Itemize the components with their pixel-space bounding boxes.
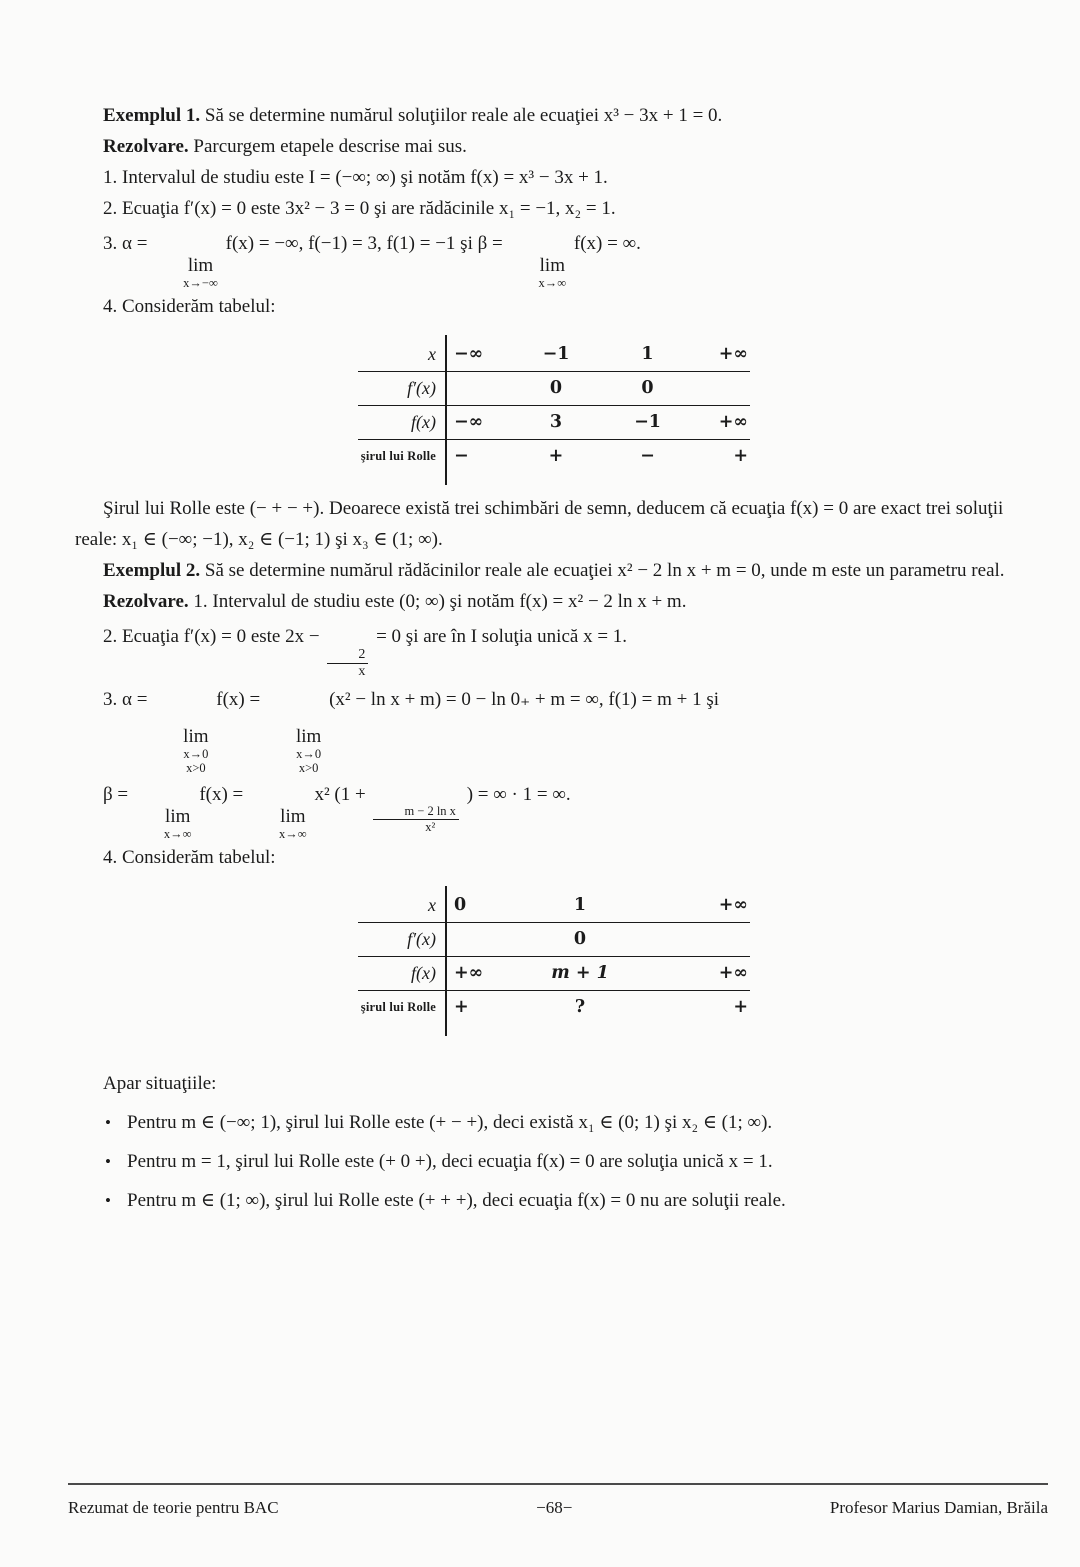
table-cell: 1	[573, 895, 587, 916]
row-label: x	[428, 895, 436, 916]
step-text: (x² − ln x + m) = 0 − ln 0₊ + m = ∞, f(1) = m + 1 şi	[329, 688, 720, 710]
fraction-numerator: m − 2 ln x	[373, 805, 459, 820]
lim-subscript: x→0	[183, 746, 209, 761]
table-row-x	[358, 889, 750, 923]
table-cell: 0	[454, 895, 467, 916]
table-cell: 0	[549, 378, 563, 399]
example2-heading-text: Să se determine numărul rădăcinilor reale ale ecuaţiei x² − 2 ln x + m = 0, unde m este un parametru real.	[204, 560, 1005, 582]
table-row-rolle	[358, 440, 750, 473]
example1-rezolvare-text: Parcurgem etapele descrise mai sus.	[193, 136, 467, 157]
lim-subscript: x→−∞	[183, 275, 218, 290]
lim-subscript: x→∞	[279, 826, 307, 841]
example1-heading	[75, 100, 1010, 131]
table-row-x	[358, 338, 750, 372]
table-row-f	[358, 406, 750, 440]
example2-rezolvare	[75, 586, 1010, 617]
footer-right-text: Profesor Marius Damian, Brăila	[829, 1498, 1048, 1517]
table-cell: −1	[542, 344, 570, 365]
example1-step-2: 2. Ecuaţia f′(x) = 0 este 3x² − 3 = 0 şi are rădăcinile x₁ = −1, x₂ = 1.	[103, 198, 616, 219]
row-label: f(x)	[411, 412, 436, 433]
limit-expression	[510, 256, 566, 290]
bullet-icon: •	[105, 1113, 111, 1133]
table-cell: +	[454, 997, 469, 1018]
rolle-table-2	[358, 889, 750, 1024]
step-text: 2. Ecuaţia f′(x) = 0 este 2x −	[103, 626, 320, 648]
limit-expression	[268, 727, 321, 775]
table-cell: +∞	[718, 963, 748, 984]
fraction	[327, 648, 368, 680]
row-label: şirul lui Rolle	[360, 449, 436, 464]
table-cell: −	[454, 446, 469, 467]
table-cell: −	[640, 446, 655, 467]
table-cell: +∞	[718, 412, 748, 433]
page-number: −68−	[536, 1498, 573, 1517]
table-cell: +	[733, 997, 748, 1018]
row-label: x	[428, 344, 436, 365]
table-cell: +∞	[718, 895, 748, 916]
step-text: f(x) =	[216, 688, 261, 710]
step-text: 3. α =	[103, 688, 148, 710]
lim-subscript: x→∞	[163, 826, 192, 841]
fraction-numerator: 2	[327, 648, 368, 665]
bullet-text: Pentru m = 1, şirul lui Rolle este (+ 0 +), deci ecuaţia f(x) = 0 are soluţia unică x = 1.	[127, 1151, 773, 1173]
page-footer	[68, 1483, 1048, 1518]
lim-subscript: x→∞	[538, 275, 567, 290]
example2-step-3b	[75, 779, 1010, 840]
example2-step-3	[75, 684, 1010, 775]
example1-rezolvare	[75, 131, 1010, 162]
limit-expression	[155, 727, 208, 775]
situations-intro: Apar situaţiile:	[103, 1073, 217, 1095]
fraction-denominator: x	[358, 664, 366, 680]
step-text: 3. α =	[103, 233, 148, 254]
table-cell: 0	[573, 929, 587, 950]
table-row-fprime	[358, 372, 750, 406]
lim-subscript: x→0	[296, 746, 322, 761]
step-text: β =	[103, 783, 129, 805]
limit-expression	[155, 256, 218, 290]
lim-word: lim	[539, 254, 565, 276]
lim-subscript: x>0	[298, 761, 319, 776]
example1-heading-label: Exemplul 1.	[103, 105, 201, 126]
example2-step-2	[75, 621, 1010, 680]
table-cell: +∞	[718, 344, 748, 365]
step-text: ) = ∞ · 1 = ∞.	[466, 783, 571, 805]
row-label: f′(x)	[407, 929, 436, 950]
table-row-fprime	[358, 923, 750, 957]
table-cell: +	[733, 446, 748, 467]
bullet-text: Pentru m ∈ (−∞; 1), şirul lui Rolle este (+ − +), deci există x₁ ∈ (0; 1) şi x₂ ∈ (1; ∞).	[127, 1112, 773, 1134]
table-row-rolle	[358, 991, 750, 1024]
limit-expression	[251, 807, 307, 841]
step-text: f(x) =	[199, 783, 244, 805]
lim-word: lim	[280, 805, 306, 827]
example2-step-4: 4. Considerăm tabelul:	[103, 847, 276, 869]
bullet-icon: •	[105, 1152, 111, 1172]
situation-bullet-3	[75, 1185, 1010, 1216]
table-cell: ?	[574, 997, 586, 1018]
table-cell: +	[548, 446, 564, 467]
step-text: x² (1 +	[314, 783, 366, 805]
footer-left-text: Rezumat de teorie pentru BAC	[68, 1498, 279, 1517]
step-text: f(x) = −∞, f(−1) = 3, f(1) = −1 şi β =	[225, 233, 503, 254]
example2-rezolvare-label: Rezolvare.	[103, 591, 189, 613]
table-cell: 1	[641, 344, 654, 365]
table-cell: −∞	[454, 412, 484, 433]
example1-rezolvare-label: Rezolvare.	[103, 136, 189, 157]
table-cell: 3	[549, 412, 563, 433]
step-text: f(x) = ∞.	[573, 233, 641, 254]
lim-word: lim	[165, 805, 191, 827]
table-cell: −∞	[454, 344, 484, 365]
lim-word: lim	[187, 254, 214, 276]
example1-heading-text: Să se determine numărul soluţiilor reale ale ecuaţiei x³ − 3x + 1 = 0.	[204, 105, 723, 126]
row-label: f(x)	[411, 963, 436, 984]
example2-rezolvare-text: 1. Intervalul de studiu este (0; ∞) şi notăm f(x) = x² − 2 ln x + m.	[193, 591, 687, 613]
example2-heading	[75, 555, 1010, 586]
example1-step-1: 1. Intervalul de studiu este I = (−∞; ∞) şi notăm f(x) = x³ − 3x + 1.	[103, 167, 608, 188]
bullet-text: Pentru m ∈ (1; ∞), şirul lui Rolle este (+ + +), deci ecuaţia f(x) = 0 nu are soluţii reale.	[127, 1190, 786, 1212]
row-label: f′(x)	[407, 378, 436, 399]
situation-bullet-1	[75, 1107, 1010, 1138]
row-label: şirul lui Rolle	[360, 1000, 436, 1015]
table-cell: +∞	[454, 963, 484, 984]
example1-conclusion: Şirul lui Rolle este (− + − +). Deoarece există trei schimbări de semn, deducem că ecuaţia f(x) = 0 are exact trei soluţii reale: x₁ ∈ (−∞; −1), x₂ ∈ (−1; 1) şi x₃ ∈ (1; ∞).	[75, 498, 1004, 551]
table-row-f	[358, 957, 750, 991]
step-text: = 0 şi are în I soluţia unică x = 1.	[376, 626, 628, 648]
limit-expression	[136, 807, 192, 841]
bullet-icon: •	[105, 1191, 111, 1211]
example1-step-3	[75, 228, 1010, 289]
example1-step-4: 4. Considerăm tabelul:	[103, 296, 276, 318]
table-cell: −1	[634, 412, 661, 433]
fraction-denominator: x²	[425, 820, 436, 835]
table-cell: m + 1	[551, 963, 609, 984]
fraction	[373, 805, 459, 834]
lim-word: lim	[183, 725, 209, 747]
rolle-table-1	[358, 338, 750, 473]
lim-subscript: x>0	[186, 761, 206, 776]
table-cell: 0	[641, 378, 654, 399]
situation-bullet-2	[75, 1146, 1010, 1177]
lim-word: lim	[295, 725, 322, 747]
example2-heading-label: Exemplul 2.	[103, 560, 201, 582]
